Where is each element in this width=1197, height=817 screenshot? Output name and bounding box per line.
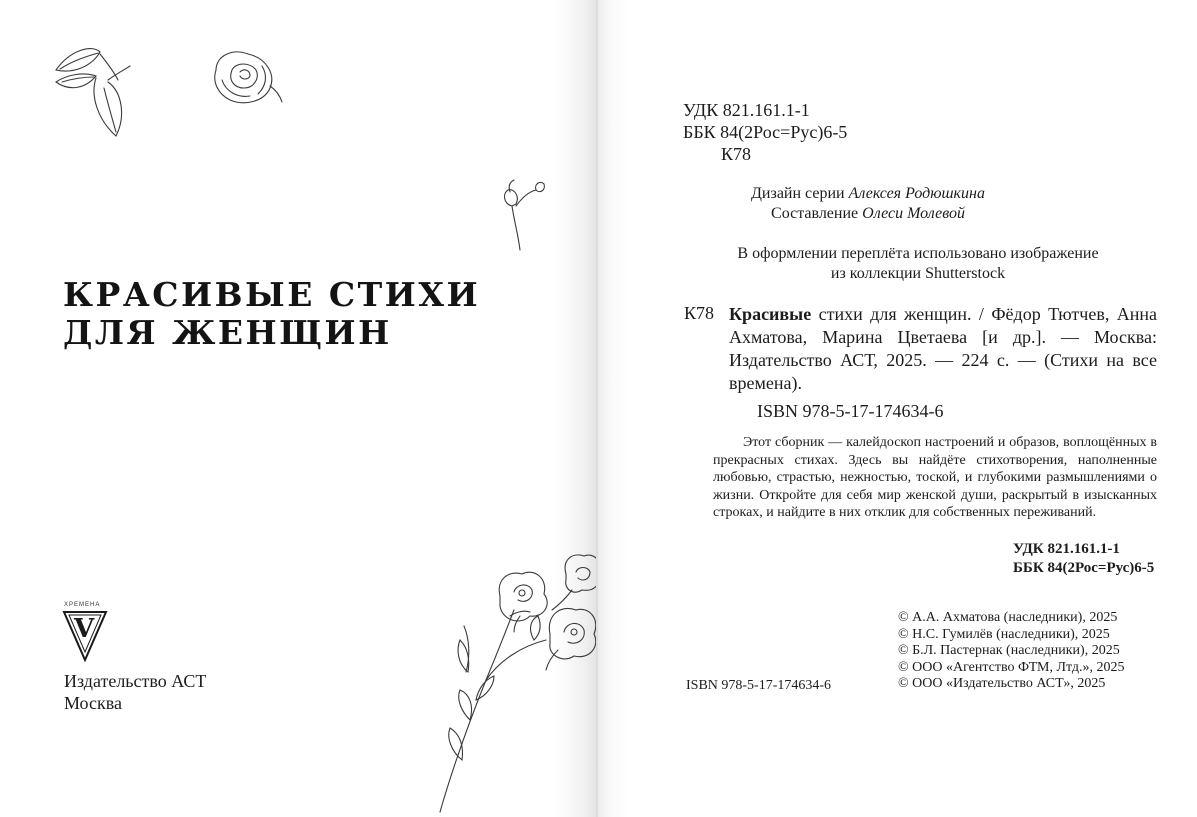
copyright-list	[898, 610, 1125, 693]
udk-code: УДК 821.161.1-1	[683, 100, 810, 120]
compiler-prefix: Составление	[771, 205, 859, 222]
cover-note	[698, 244, 1138, 284]
copyright-line: © ООО «Агентство ФТМ, Лтд.», 2025	[898, 659, 1125, 675]
title-line-2: ДЛЯ ЖЕНЩИН	[63, 313, 392, 352]
entry-text: стихи для женщин. / Фёдор Тютчев, Анна Ахматова, Марина Цветаева [и др.]. — Москва: Издательство АСТ, 2025. — 224 с. — (Стихи на все времена).	[729, 304, 1158, 393]
title-page	[0, 0, 596, 817]
logo-letter: V	[74, 614, 95, 644]
isbn: ISBN 978-5-17-174634-6	[757, 401, 944, 421]
bibliographic-entry	[729, 303, 1157, 395]
publisher-city: Москва	[64, 693, 122, 713]
entry-title-bold: Красивые	[729, 304, 812, 324]
annotation: Этот сборник — калейдоскоп настроений и образов, воплощённых в прекрасных стихах. Здесь вы найдёте стихотворения, наполненные любовью, страстью, нежностью, тоской, и глубокими размышлениями о жизни. Откройте для себя мир женской души, раскрытый в изысканных строках, и найдите в них отклик для собственных переживаний.	[713, 435, 1157, 520]
isbn-bottom: ISBN 978-5-17-174634-6	[686, 678, 832, 693]
udk-bold: УДК 821.161.1-1	[1013, 541, 1120, 557]
cover-note-line-1: В оформлении переплёта использовано изображение	[737, 245, 1099, 262]
compiler-credit	[698, 204, 1038, 224]
classification-bold	[1013, 540, 1154, 578]
imprint-page	[598, 0, 1197, 817]
credits	[698, 184, 1038, 224]
book-title	[63, 276, 480, 352]
publisher-name: Издательство АСТ	[64, 671, 207, 691]
design-credit	[698, 184, 1038, 204]
design-prefix: Дизайн серии	[751, 185, 845, 202]
bbk-bold: ББК 84(2Рос=Рус)6-5	[1013, 560, 1155, 576]
entry-code: К78	[684, 303, 715, 323]
cover-note-line-2: из коллекции Shutterstock	[830, 265, 1006, 282]
publisher-logo	[60, 602, 110, 664]
author-mark: К78	[721, 144, 752, 164]
compiler-name: Олеси Молевой	[862, 205, 965, 222]
copyright-line: © Б.Л. Пастернак (наследники), 2025	[898, 643, 1120, 659]
copyright-line: © ООО «Издательство АСТ», 2025	[898, 676, 1106, 692]
copyright-line: © Н.С. Гумилёв (наследники), 2025	[898, 626, 1110, 642]
publisher-imprint	[64, 670, 206, 714]
bbk-code: ББК 84(2Рос=Рус)6-5	[683, 122, 848, 142]
logo-caption: ХРЕМЕНА	[64, 602, 101, 608]
title-line-1: КРАСИВЫЕ СТИХИ	[63, 275, 481, 314]
design-name: Алексея Родюшкина	[848, 185, 985, 202]
copyright-line: © А.А. Ахматова (наследники), 2025	[898, 610, 1118, 625]
classification-block	[683, 99, 847, 165]
